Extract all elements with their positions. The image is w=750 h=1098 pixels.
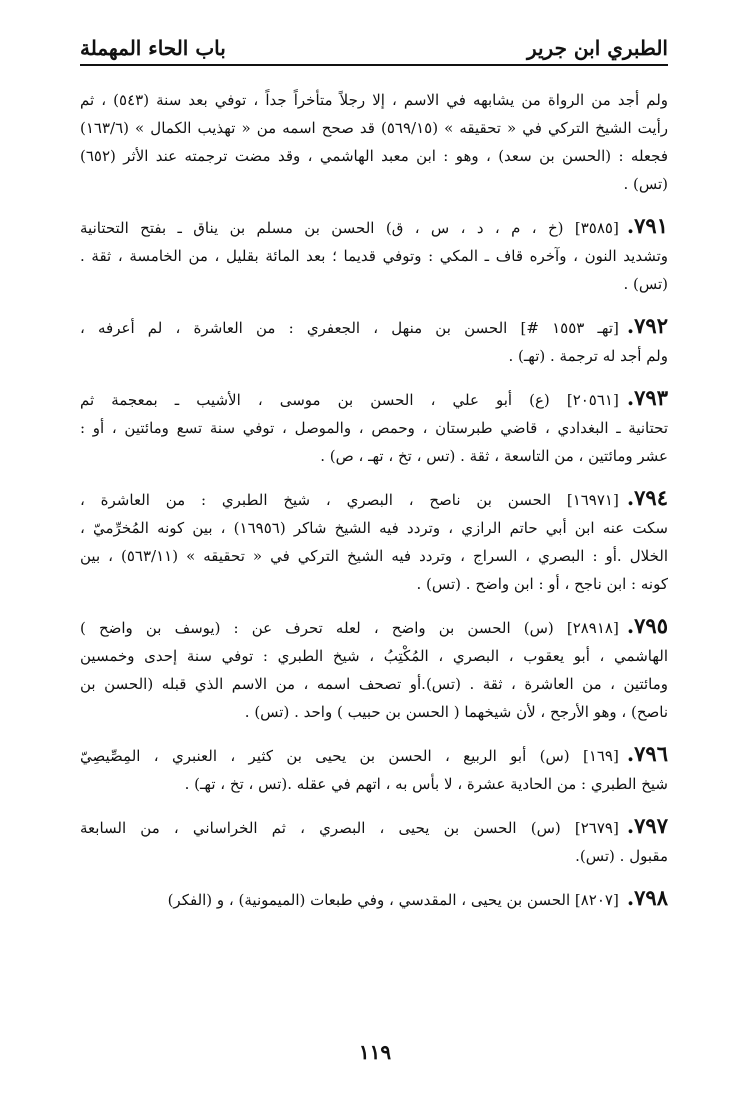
running-header [80,30,668,66]
line-text: [٨٢٠٧] الحسن بن يحيى ، المقدسي ، وفي طبعات (الميمونية) ، و (الفكر) [167,891,619,909]
text-line [80,114,668,142]
line-text: ولم أجد له ترجمة . (تهـ) . [508,347,668,365]
line-text: شيخ الطبري : من الحادية عشرة ، لا بأس به ، اتهم في عقله .(تس ، تخ ، تهـ) . [184,775,668,793]
text-line [80,612,668,642]
entry-number: ٧٩٦. [626,741,668,766]
text-line [80,698,668,726]
text-line [80,86,668,114]
text-line [80,242,668,270]
entry-paragraph [80,484,668,598]
entry-number: ٧٩٤. [626,485,668,510]
text-line [80,342,668,370]
line-text: ومائتين ، من العاشرة ، ثقة . (تس).أو تصحف اسمه ، من الاسم الذي قبله (الحسن بن [80,675,668,693]
entry-number: ٧٩٨. [626,885,668,910]
entry-paragraph [80,384,668,470]
text-line [80,514,668,542]
page-body [80,86,668,928]
line-text: [تهـ ١٥٥٣ #] الحسن بن منهل ، الجعفري : من العاشرة ، لم أعرفه ، [80,319,619,337]
text-line [80,442,668,470]
line-text: سكت عنه ابن أبي حاتم الرازي ، وتردد فيه الشيخ شاكر (١٦٩٥٦) ، بين كونه المُخرِّميّ ، [80,519,668,537]
entry-number: ٧٩١. [626,213,668,238]
header-book-title: الطبري ابن جرير [526,36,668,60]
text-line [80,170,668,198]
entry-paragraph [80,740,668,798]
entry-paragraph [80,86,668,198]
text-line [80,212,668,242]
line-text: [٢٦٧٩] (س) الحسن بن يحيى ، البصري ، ثم الخراساني ، من السابعة [80,819,619,837]
entry-number: ٧٩٢. [626,313,668,338]
text-line [80,270,668,298]
line-text: الهاشمي ، أبو يعقوب ، البصري ، المُكْتِبُ ، شيخ الطبري : توفي سنة إحدى وخمسين [80,647,668,665]
line-text: عشر ومائتين ، من التاسعة ، ثقة . (تس ، تخ ، تهـ ، ص) . [320,447,668,465]
line-text: [١٦٩٧١] الحسن بن ناصح ، البصري ، شيخ الطبري : من العاشرة ، [80,491,619,509]
line-text: (تس) . [623,175,668,193]
text-line [80,842,668,870]
page-number: ١١٩ [358,1040,392,1064]
line-text: ولم أجد من الرواة من يشابهه في الاسم ، إلا رجلاً متأخراً جداً ، توفي بعد سنة (٥٤٣) ، ثم [80,91,668,109]
line-text: (تس) . [623,275,668,293]
line-text: الخلال .أو : البصري ، السراج ، وتردد فيه الشيخ التركي في « تحقيقه » (٥٦٣/١١) ، بين [80,547,668,565]
text-line [80,542,668,570]
line-text: مقبول . (تس). [575,847,668,865]
line-text: [٢٨٩١٨] (س) الحسن بن واضح ، لعله تحرف عن : (يوسف بن واضح ) [80,619,619,637]
entry-number: ٧٩٥. [626,613,668,638]
entry-paragraph [80,312,668,370]
text-line [80,670,668,698]
text-line [80,142,668,170]
text-line [80,384,668,414]
text-line [80,770,668,798]
line-text: وتشديد النون ، وآخره قاف ـ المكي : وتوفي قديما ؛ بعد المائة بقليل ، من الخامسة ، ثقة . [80,247,668,265]
line-text: [٣٥٨٥] (خ ، م ، د ، س ، ق) الحسن بن مسلم بن يناق ـ بفتح التحتانية [80,219,619,237]
text-line [80,312,668,342]
line-text: فجعله : (الحسن بن سعد) ، وهو : ابن معبد الهاشمي ، وقد مضت ترجمته عند الأثر (٦٥٢) [80,147,668,165]
text-line [80,740,668,770]
entry-paragraph [80,212,668,298]
entry-paragraph [80,612,668,726]
text-line [80,414,668,442]
text-line [80,642,668,670]
line-text: ناصح) ، وهو الأرجح ، لأن شيخهما ( الحسن بن حبيب ) واحد . (تس) . [244,703,668,721]
entry-number: ٧٩٣. [626,385,668,410]
line-text: كونه : ابن ناجح ، أو : ابن واضح . (تس) . [416,575,668,593]
entry-number: ٧٩٧. [626,813,668,838]
line-text: [٢٠٥٦١] (ع) أبو علي ، الحسن بن موسى ، الأشيب ـ بمعجمة ثم [80,391,619,409]
text-line [80,570,668,598]
text-line [80,884,668,914]
text-line [80,812,668,842]
line-text: رأيت الشيخ التركي في « تحقيقه » (٥٦٩/١٥) قد صحح اسمه من « تهذيب الكمال » (١٦٣/٦) [80,119,668,137]
header-chapter-title: باب الحاء المهملة [80,36,226,60]
line-text: [١٦٩] (س) أبو الربيع ، الحسن بن يحيى بن كثير ، العنبري ، المِصِّيصِيّ [80,747,619,765]
entry-paragraph [80,884,668,914]
text-line [80,484,668,514]
entry-paragraph [80,812,668,870]
line-text: تحتانية ـ البغدادي ، قاضي طبرستان ، وحمص ، والموصل ، توفي سنة تسع ومائتين ، أو : [80,419,668,437]
